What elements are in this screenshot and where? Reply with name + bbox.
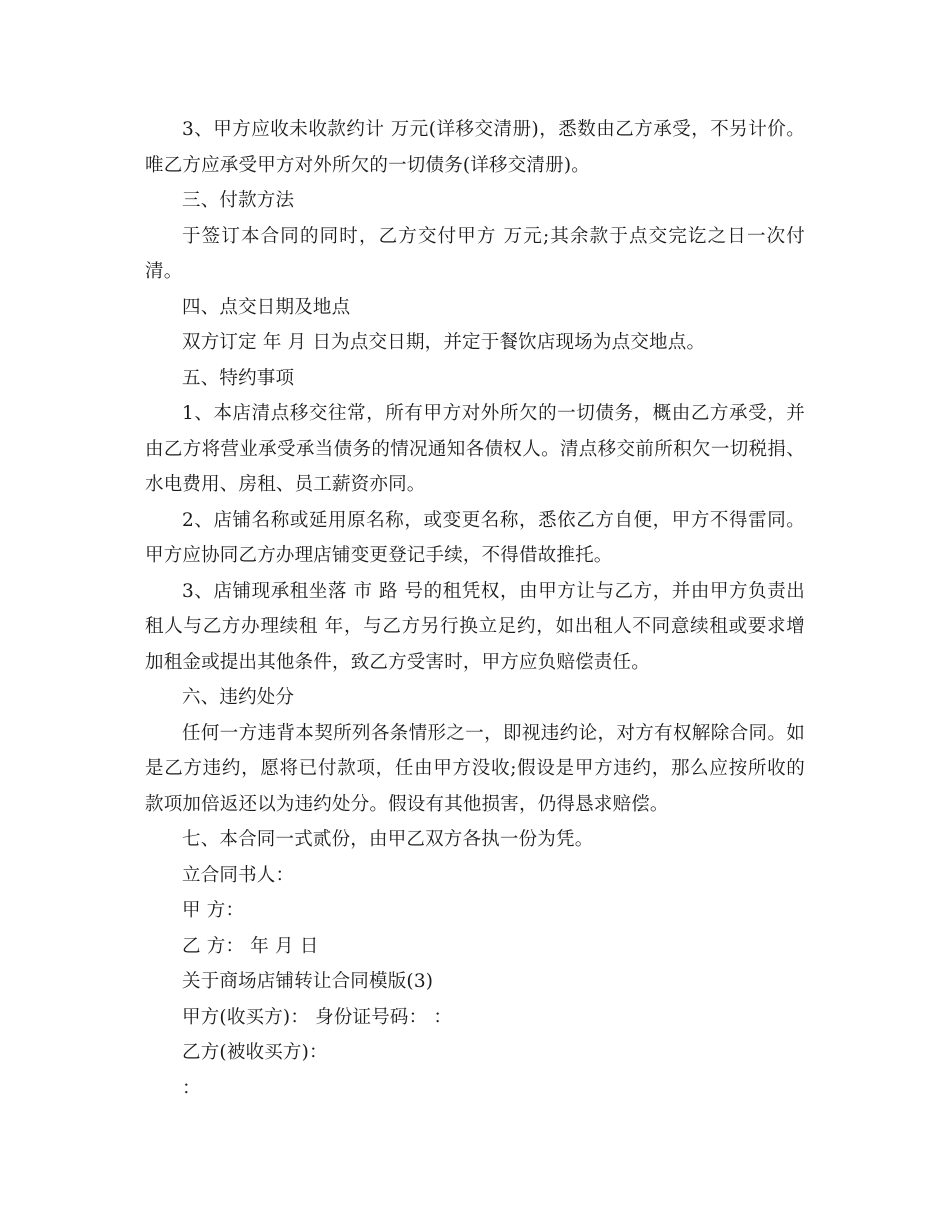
party-b-date-line: 乙 方： 年 月 日	[182, 935, 319, 957]
heading-special-terms: 五、特约事项	[182, 367, 295, 389]
trailing-colon: ：	[182, 1077, 201, 1099]
paragraph-receivables: 3、甲方应收未收款约计 万元(详移交清册)，悉数由乙方承受，不另计价。唯乙方应承受甲方对外所欠的一切债务(详移交清册)。	[145, 119, 805, 176]
paragraph-copies: 七、本合同一式贰份，由甲乙双方各执一份为凭。	[182, 829, 594, 850]
paragraph-breach: 任何一方违背本契所列各条情形之一，即视违约论，对方有权解除合同。如是乙方违约，愿将已付款项，任由甲方没收;假设是甲方违约，那么应按所收的款项加倍返还以为违约处分。假设有其他损害，仍得恳求赔偿。	[145, 722, 805, 815]
next-contract-title: 关于商场店铺转让合同模版(3)	[182, 971, 434, 992]
heading-breach: 六、违约处分	[182, 687, 295, 708]
document-body	[145, 112, 805, 1106]
party-a-line: 甲 方：	[182, 900, 245, 921]
paragraph-handover: 双方订定 年 月 日为点交日期，并定于餐饮店现场为点交地点。	[182, 332, 706, 353]
paragraph-term-1: 1、本店清点移交往常，所有甲方对外所欠的一切债务，概由乙方承受，并由乙方将营业承受承当债务的情况通知各债权人。清点移交前所积欠一切税捐、水电费用、房租、员工薪资亦同。	[145, 403, 805, 495]
paragraph-term-2: 2、店铺名称或延用原名称，或变更名称，悉依乙方自便，甲方不得雷同。甲方应协同乙方办理店铺变更登记手续，不得借故推托。	[145, 509, 805, 566]
heading-payment-method: 三、付款方法	[182, 190, 295, 211]
paragraph-payment: 于签订本合同的同时，乙方交付甲方 万元;其余款于点交完讫之日一次付清。	[145, 225, 805, 282]
heading-handover-date-place: 四、点交日期及地点	[182, 296, 351, 318]
party-a-buyer-line: 甲方(收买方)： 身份证号码： ：	[182, 1006, 453, 1028]
signatories-label: 立合同书人：	[182, 864, 295, 886]
party-b-seller-line: 乙方(被收买方)：	[182, 1042, 328, 1063]
paragraph-term-3: 3、店铺现承租坐落 市 路 号的租凭权，由甲方让与乙方，并由甲方负责出租人与乙方办理续租 年，与乙方另行换立足约，如出租人不同意续租或要求增加租金或提出其他条件，致乙方受害时，甲方应负赔偿责任。	[145, 580, 805, 673]
